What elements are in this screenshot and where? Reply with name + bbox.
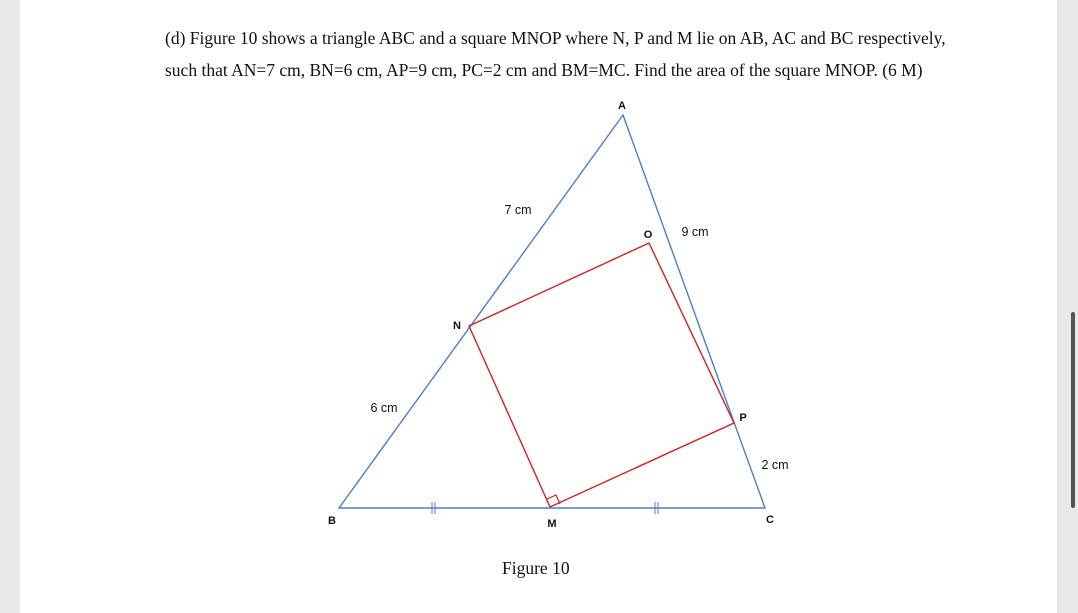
triangle-abc [339, 115, 765, 508]
label-o: O [643, 229, 653, 241]
question-line-1: (d) Figure 10 shows a triangle ABC and a square MNOP where N, P and M lie on AB, AC and BC respectively, [165, 28, 946, 48]
length-bn: 6 cm [370, 401, 398, 415]
length-pc: 2 cm [761, 458, 789, 472]
label-a: A [618, 100, 626, 112]
figure-caption: Figure 10 [502, 558, 570, 578]
square-mnop [469, 243, 734, 507]
length-ap: 9 cm [681, 225, 709, 239]
label-b: B [328, 515, 336, 527]
label-m: M [547, 518, 557, 530]
label-p: P [739, 412, 747, 424]
label-c: C [766, 514, 774, 526]
vertical-scrollbar[interactable] [1071, 312, 1075, 508]
label-n: N [453, 320, 461, 332]
question-line-2: such that AN=7 cm, BN=6 cm, AP=9 cm, PC=2 cm and BM=MC. Find the area of the square MNOP. (6 M) [165, 60, 923, 80]
length-an: 7 cm [504, 203, 532, 217]
